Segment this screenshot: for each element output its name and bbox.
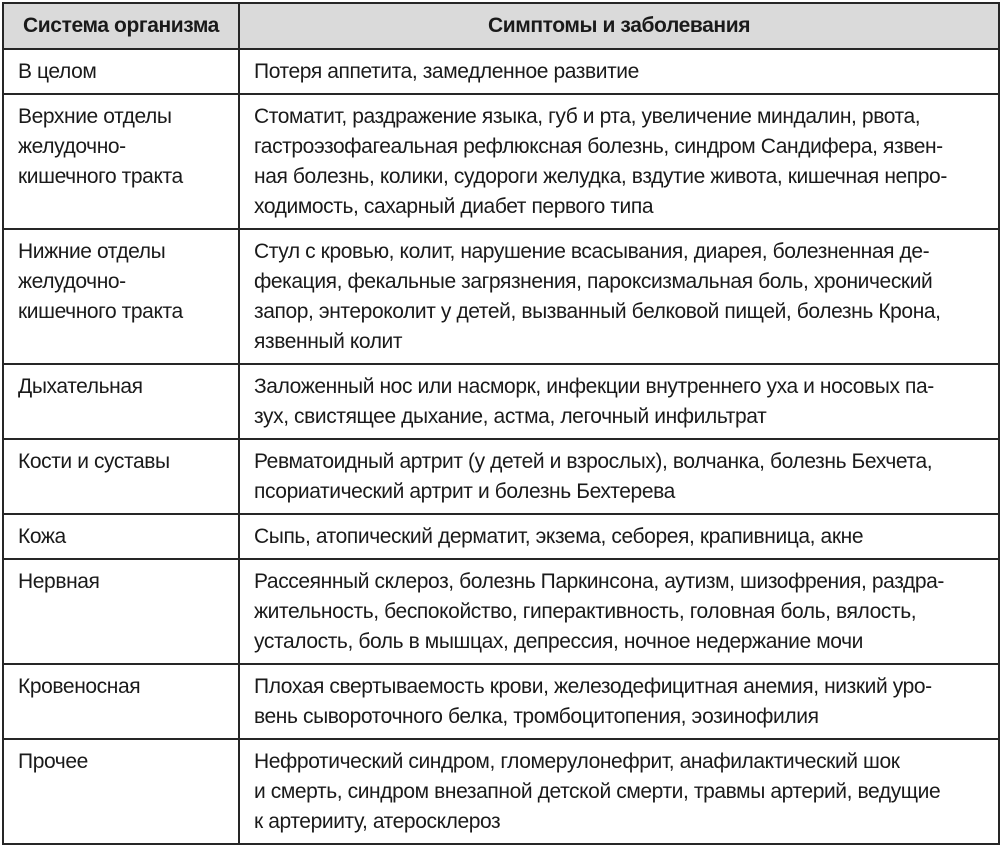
system-cell (3, 94, 239, 229)
symptoms-line: ходимость, сахарный диабет первого типа (254, 195, 654, 218)
system-line: Дыхательная (18, 375, 143, 398)
header-row (3, 3, 999, 49)
symptoms-line: Потеря аппетита, замедленное развитие (254, 60, 639, 83)
system-line: В целом (18, 60, 97, 83)
system-line: желудочно- (18, 135, 126, 158)
system-cell (3, 664, 239, 739)
system-line: Нервная (18, 570, 100, 593)
table-row (3, 229, 999, 364)
table-row (3, 739, 999, 844)
symptoms-line: усталость, боль в мышцах, депрессия, ночное недержание мочи (254, 630, 863, 653)
system-line: Прочее (18, 750, 88, 773)
symptoms-line: к артерииту, атеросклероз (254, 810, 501, 833)
symptoms-cell (239, 664, 999, 739)
symptoms-table (2, 2, 1000, 845)
system-cell (3, 49, 239, 94)
symptoms-line: Ревматоидный артрит (у детей и взрослых), волчанка, болезнь Бехчета, (254, 450, 933, 473)
symptoms-line: и смерть, синдром внезапной детской смерти, травмы артерий, ведущие (254, 780, 941, 803)
symptoms-cell (239, 94, 999, 229)
symptoms-line: Заложенный нос или насморк, инфекции внутреннего уха и носовых па- (254, 375, 934, 398)
symptoms-line: Плохая свертываемость крови, железодефицитная анемия, низкий уро- (254, 675, 932, 698)
table-row (3, 49, 999, 94)
symptoms-line: Сыпь, атопический дерматит, экзема, себорея, крапивница, акне (254, 525, 864, 548)
table-row (3, 559, 999, 664)
symptoms-line: вень сывороточного белка, тромбоцитопения, эозинофилия (254, 705, 819, 728)
symptoms-cell (239, 514, 999, 559)
symptoms-line: Нефротический синдром, гломерулонефрит, анафилактический шок (254, 750, 900, 773)
system-cell (3, 229, 239, 364)
symptoms-cell (239, 739, 999, 844)
symptoms-line: зух, свистящее дыхание, астма, легочный инфильтрат (254, 405, 767, 428)
table-row (3, 364, 999, 439)
system-line: Нижние отделы (18, 240, 166, 263)
system-line: Кожа (18, 525, 66, 548)
system-line: Кости и суставы (18, 450, 170, 473)
symptoms-line: жительность, беспокойство, гиперактивность, головная боль, вялость, (254, 600, 917, 623)
table-body (3, 49, 999, 844)
system-cell (3, 514, 239, 559)
symptoms-cell (239, 364, 999, 439)
symptoms-cell (239, 229, 999, 364)
table-row (3, 439, 999, 514)
table-row (3, 94, 999, 229)
table-header (3, 3, 999, 49)
system-line: кишечного тракта (18, 300, 183, 323)
system-cell (3, 739, 239, 844)
system-line: кишечного тракта (18, 165, 183, 188)
symptoms-line: запор, энтероколит у детей, вызванный белковой пищей, болезнь Крона, (254, 300, 941, 323)
table-row (3, 664, 999, 739)
system-line: Верхние отделы (18, 105, 172, 128)
system-cell (3, 559, 239, 664)
symptoms-line: псориатический артрит и болезнь Бехтерева (254, 480, 675, 503)
symptoms-line: фекация, фекальные загрязнения, пароксизмальная боль, хронический (254, 270, 933, 293)
system-cell (3, 364, 239, 439)
header-symptoms: Симптомы и заболевания (239, 3, 999, 49)
symptoms-line: язвенный колит (254, 330, 403, 353)
symptoms-cell (239, 49, 999, 94)
system-line: желудочно- (18, 270, 126, 293)
symptoms-cell (239, 439, 999, 514)
symptoms-line: ная болезнь, колики, судороги желудка, вздутие живота, кишечная непро- (254, 165, 947, 188)
header-system: Система организма (3, 3, 239, 49)
system-line: Кровеносная (18, 675, 141, 698)
symptoms-line: Стул с кровью, колит, нарушение всасывания, диарея, болезненная де- (254, 240, 930, 263)
symptoms-line: Рассеянный склероз, болезнь Паркинсона, аутизм, шизофрения, раздра- (254, 570, 944, 593)
system-cell (3, 439, 239, 514)
symptoms-line: гастроэзофагеальная рефлюксная болезнь, синдром Сандифера, язвен- (254, 135, 943, 158)
table-row (3, 514, 999, 559)
symptoms-cell (239, 559, 999, 664)
symptoms-line: Стоматит, раздражение языка, губ и рта, увеличение миндалин, рвота, (254, 105, 921, 128)
